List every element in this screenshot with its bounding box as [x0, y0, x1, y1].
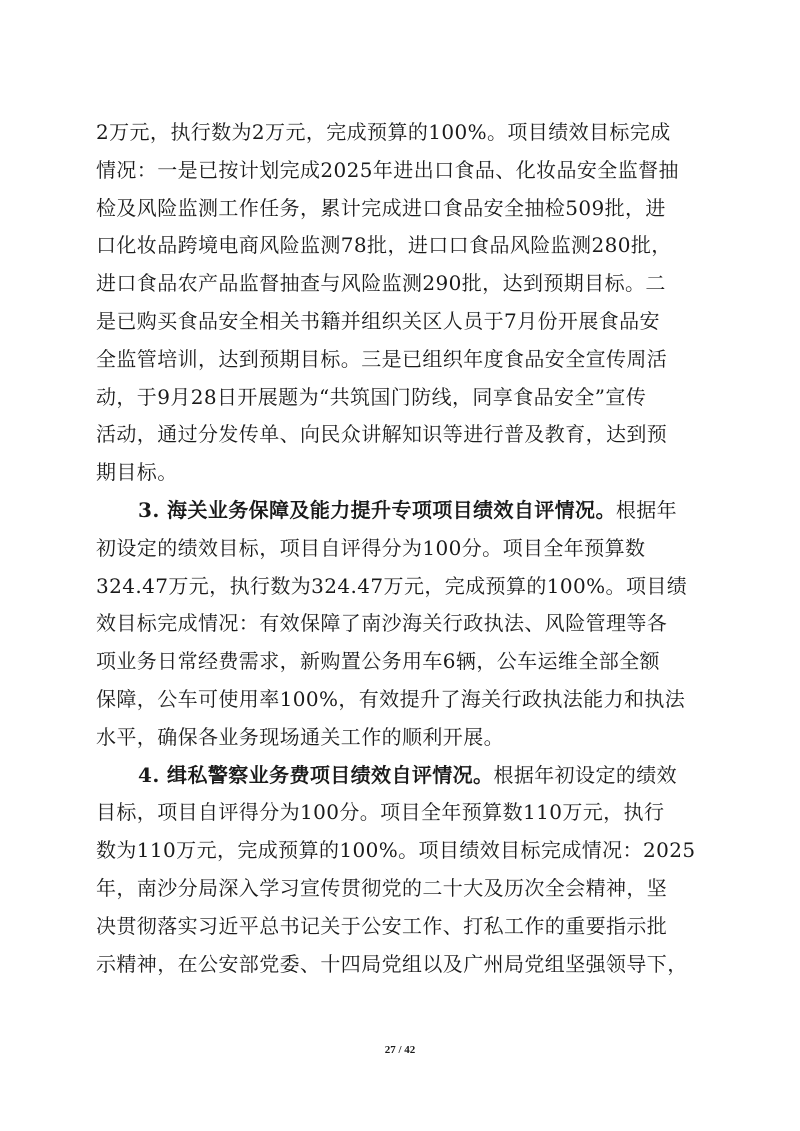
- text-line: 活动，通过分发传单、向民众讲解知识等进行普及教育，达到预: [96, 422, 668, 447]
- text-line: 决贯彻落实习近平总书记关于公安工作、打私工作的重要指示批: [96, 913, 668, 938]
- text-line: 目标，项目自评得分为100分。项目全年预算数110万元，执行: [96, 800, 665, 825]
- text-line-first: [96, 492, 708, 530]
- text-line: 情况：一是已按计划完成2025年进出口食品、化妆品安全监督抽: [96, 157, 679, 182]
- text-fragment: 根据年初设定的绩效: [493, 762, 678, 787]
- text-line: 效目标完成情况：有效保障了南沙海关行政执法、风险管理等各: [96, 611, 668, 636]
- text-line: 水平，确保各业务现场通关工作的顺利开展。: [96, 724, 504, 749]
- section-heading-3: 3. 海关业务保障及能力提升专项项目绩效自评情况。: [138, 497, 616, 522]
- text-line: 进口食品农产品监督抽查与风险监测290批，达到预期目标。二: [96, 271, 666, 296]
- text-line: 期目标。: [96, 460, 178, 485]
- text-fragment: 根据年: [615, 497, 678, 522]
- text-line: 2万元，执行数为2万元，完成预算的100%。项目绩效目标完成: [96, 120, 671, 144]
- text-line: 数为110万元，完成预算的100%。项目绩效目标完成情况：2025: [96, 838, 696, 863]
- text-line: 检及风险监测工作任务，累计完成进口食品安全抽检509批，进: [96, 195, 666, 220]
- paragraph-anti-smuggling-police-project: [96, 757, 708, 984]
- document-body: [96, 114, 708, 983]
- paragraph-food-safety-continued: [96, 114, 708, 492]
- text-line: 口化妆品跨境电商风险监测78批，进口口食品风险监测280批，: [96, 233, 672, 258]
- text-line: 是已购买食品安全相关书籍并组织关区人员于7月份开展食品安: [96, 308, 660, 333]
- text-line: 动，于9月28日开展题为“共筑国门防线，同享食品安全”宣传: [96, 384, 647, 409]
- text-line: 项业务日常经费需求，新购置公务用车6辆，公车运维全部全额: [96, 649, 660, 674]
- text-line: 年，南沙分局深入学习宣传贯彻党的二十大及历次全会精神，坚: [96, 875, 668, 900]
- text-line: 全监管培训，达到预期目标。三是已组织年度食品安全宣传周活: [96, 346, 668, 371]
- text-line: 324.47万元，执行数为324.47万元，完成预算的100%。项目绩: [96, 573, 688, 598]
- text-line-first: [96, 757, 708, 795]
- page-number: 27 / 42: [384, 1044, 416, 1056]
- text-line: 保障，公车可使用率100%，有效提升了海关行政执法能力和执法: [96, 686, 686, 711]
- text-line: 示精神，在公安部党委、十四局党组以及广州局党组坚强领导下，: [96, 951, 688, 976]
- paragraph-customs-support-project: [96, 492, 708, 757]
- text-line: 初设定的绩效目标，项目自评得分为100分。项目全年预算数: [96, 535, 646, 560]
- section-heading-4: 4. 缉私警察业务费项目绩效自评情况。: [138, 762, 494, 787]
